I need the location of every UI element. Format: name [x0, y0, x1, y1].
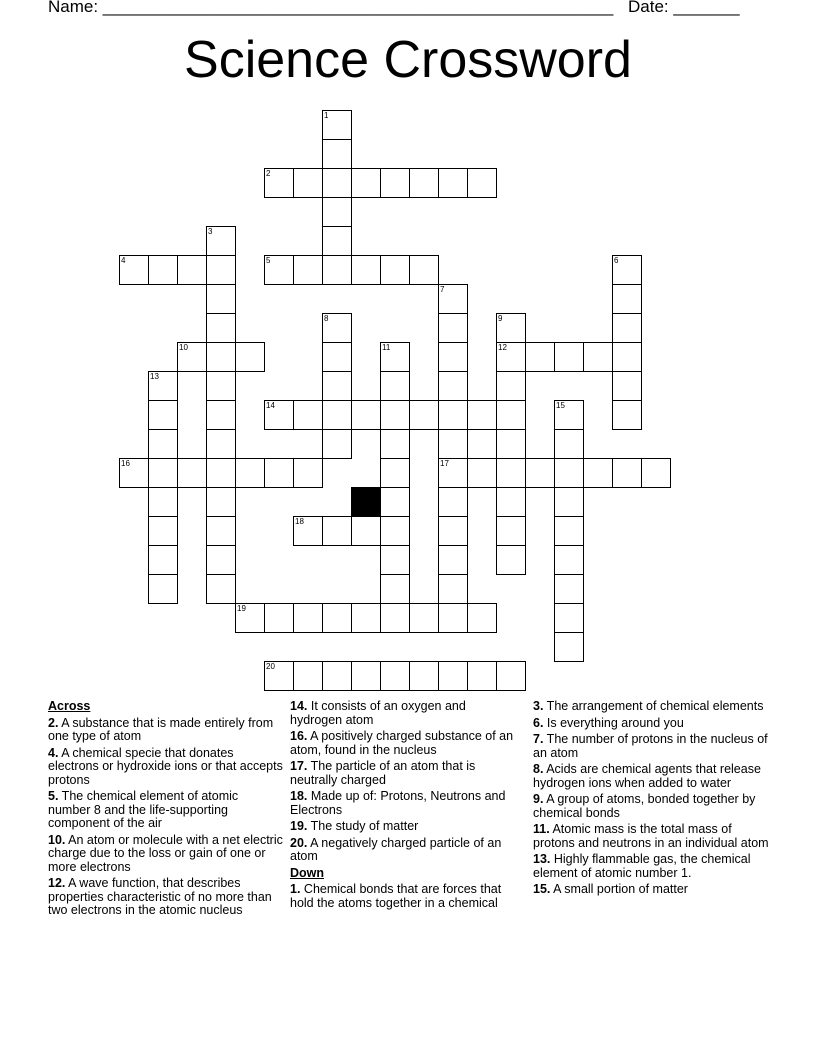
crossword-cell[interactable] — [525, 342, 555, 372]
crossword-cell[interactable] — [293, 603, 323, 633]
crossword-cell[interactable] — [554, 603, 584, 633]
crossword-cell[interactable] — [409, 603, 439, 633]
clue-number: 14 — [266, 401, 275, 410]
crossword-cell[interactable] — [322, 226, 352, 256]
clue-down-1: 1. Chemical bonds that are forces that hold the atoms together in a chemical — [290, 882, 502, 910]
crossword-cell[interactable] — [380, 487, 410, 517]
crossword-cell[interactable] — [148, 255, 178, 285]
crossword-cell[interactable] — [554, 487, 584, 517]
clue-number: 20 — [266, 662, 275, 671]
crossword-cell[interactable] — [438, 342, 468, 372]
crossword-cell[interactable] — [438, 313, 468, 343]
crossword-cell[interactable] — [641, 458, 671, 488]
clue-across-18: 18. Made up of: Protons, Neutrons and Electrons — [290, 789, 506, 817]
crossword-cell[interactable] — [351, 516, 381, 546]
clue-number: 9 — [498, 314, 503, 323]
clue-number: 12 — [498, 343, 507, 352]
crossword-cell[interactable] — [583, 458, 613, 488]
crossword-cell[interactable] — [409, 400, 439, 430]
clue-across-17: 17. The particle of an atom that is neutrally charged — [290, 759, 476, 787]
crossword-cell[interactable] — [322, 400, 352, 430]
crossword-cell[interactable] — [322, 168, 352, 198]
crossword-cell[interactable] — [409, 255, 439, 285]
crossword-cell[interactable] — [351, 255, 381, 285]
crossword-cell[interactable] — [380, 574, 410, 604]
clue-across-16: 16. A positively charged substance of an atom, found in the nucleus — [290, 729, 514, 757]
crossword-cell[interactable] — [438, 371, 468, 401]
crossword-cell[interactable] — [380, 603, 410, 633]
crossword-cell[interactable] — [438, 168, 468, 198]
crossword-cell[interactable] — [380, 458, 410, 488]
clue-number: 2 — [266, 169, 271, 178]
crossword-cell[interactable] — [496, 487, 526, 517]
crossword-cell[interactable] — [467, 603, 497, 633]
crossword-cell[interactable] — [380, 168, 410, 198]
crossword-cell[interactable] — [322, 661, 352, 691]
crossword-cell[interactable] — [293, 661, 323, 691]
date-field[interactable]: Date: _______ — [628, 0, 740, 16]
clue-number: 11 — [382, 343, 391, 352]
crossword-cell[interactable] — [177, 342, 207, 372]
crossword-cell[interactable] — [235, 342, 265, 372]
crossword-cell[interactable] — [206, 371, 236, 401]
clue-number: 15 — [556, 401, 565, 410]
crossword-cell[interactable] — [438, 516, 468, 546]
crossword-cell[interactable] — [148, 487, 178, 517]
crossword-cell[interactable] — [409, 661, 439, 691]
crossword-cell[interactable] — [264, 603, 294, 633]
crossword-cell[interactable] — [206, 313, 236, 343]
crossword-cell[interactable] — [293, 255, 323, 285]
crossword-cell[interactable] — [438, 487, 468, 517]
crossword-cell[interactable] — [612, 342, 642, 372]
crossword-cell[interactable] — [206, 574, 236, 604]
crossword-cell[interactable] — [119, 255, 149, 285]
clue-across-20: 20. A negatively charged particle of an atom — [290, 835, 502, 863]
crossword-cell[interactable] — [235, 458, 265, 488]
crossword-cell[interactable] — [322, 603, 352, 633]
clue-down-7: 7. The number of protons in the nucleus of an atom — [533, 732, 768, 760]
crossword-cell[interactable] — [496, 516, 526, 546]
clue-number: 1 — [324, 111, 329, 120]
crossword-cell[interactable] — [177, 255, 207, 285]
crossword-cell[interactable] — [380, 516, 410, 546]
crossword-cell[interactable] — [438, 284, 468, 314]
down-heading: Down — [290, 865, 325, 880]
crossword-cell[interactable] — [264, 400, 294, 430]
crossword-cell[interactable] — [525, 458, 555, 488]
clue-number: 18 — [295, 517, 304, 526]
crossword-cell[interactable] — [612, 255, 642, 285]
crossword-cell[interactable] — [177, 458, 207, 488]
crossword-cell[interactable] — [351, 661, 381, 691]
crossword-cell[interactable] — [293, 400, 323, 430]
crossword-cell[interactable] — [496, 545, 526, 575]
crossword-cell[interactable] — [206, 458, 236, 488]
crossword-cell[interactable] — [554, 342, 584, 372]
clues-column-2 — [290, 700, 518, 913]
crossword-cell[interactable] — [380, 661, 410, 691]
clue-across-19: 19. The study of matter — [290, 819, 419, 833]
clue-down-11: 11. Atomic mass is the total mass of protons and neutrons in an individual atom — [533, 822, 769, 850]
page-title: Science Crossword — [184, 31, 632, 89]
clues-column-1 — [48, 700, 283, 921]
crossword-cell[interactable] — [206, 342, 236, 372]
clue-across-5: 5. The chemical element of atomic number 8 and the life-supporting component of the air — [48, 789, 239, 830]
crossword-cell[interactable] — [438, 661, 468, 691]
crossword-cell[interactable] — [554, 429, 584, 459]
clues-column-3 — [533, 700, 773, 900]
crossword-cell[interactable] — [351, 400, 381, 430]
crossword-cell[interactable] — [206, 400, 236, 430]
crossword-cell[interactable] — [467, 661, 497, 691]
crossword-cell[interactable] — [322, 255, 352, 285]
crossword-cell[interactable] — [438, 545, 468, 575]
clue-down-13: 13. Highly flammable gas, the chemical element of atomic number 1. — [533, 852, 751, 880]
crossword-cell[interactable] — [380, 255, 410, 285]
crossword-cell[interactable] — [554, 632, 584, 662]
crossword-cell[interactable] — [293, 168, 323, 198]
crossword-cell[interactable] — [438, 400, 468, 430]
clue-down-9: 9. A group of atoms, bonded together by chemical bonds — [533, 792, 756, 820]
crossword-cell[interactable] — [380, 342, 410, 372]
clue-number: 16 — [121, 459, 130, 468]
crossword-cell[interactable] — [322, 110, 352, 140]
crossword-cell[interactable] — [206, 487, 236, 517]
crossword-cell[interactable] — [612, 313, 642, 343]
crossword-cell[interactable] — [148, 574, 178, 604]
clue-across-10: 10. An atom or molecule with a net electric charge due to the loss or gain of one or more electrons — [48, 832, 283, 874]
crossword-cell[interactable] — [612, 371, 642, 401]
crossword-cell[interactable] — [148, 400, 178, 430]
crossword-cell[interactable] — [496, 400, 526, 430]
crossword-cell[interactable] — [264, 661, 294, 691]
clue-across-2: 2. A substance that is made entirely from one type of atom — [48, 715, 274, 743]
crossword-cell[interactable] — [612, 400, 642, 430]
crossword-cell[interactable] — [380, 429, 410, 459]
crossword-cell[interactable] — [612, 458, 642, 488]
crossword-block — [351, 487, 381, 517]
crossword-cell[interactable] — [206, 429, 236, 459]
clue-number: 19 — [237, 604, 246, 613]
clue-number: 10 — [179, 343, 188, 352]
crossword-cell[interactable] — [322, 139, 352, 169]
crossword-cell[interactable] — [351, 168, 381, 198]
crossword-cell[interactable] — [554, 400, 584, 430]
clue-down-15: 15. A small portion of matter — [533, 882, 688, 896]
crossword-cell[interactable] — [264, 458, 294, 488]
crossword-cell[interactable] — [206, 284, 236, 314]
crossword-cell[interactable] — [322, 313, 352, 343]
crossword-cell[interactable] — [554, 545, 584, 575]
crossword-cell[interactable] — [322, 197, 352, 227]
crossword-cell[interactable] — [438, 458, 468, 488]
crossword-cell[interactable] — [554, 574, 584, 604]
crossword-cell[interactable] — [148, 516, 178, 546]
crossword-cell[interactable] — [496, 661, 526, 691]
crossword-cell[interactable] — [583, 342, 613, 372]
crossword-cell[interactable] — [119, 458, 149, 488]
crossword-cell[interactable] — [322, 371, 352, 401]
clue-number: 6 — [614, 256, 619, 265]
crossword-cell[interactable] — [264, 255, 294, 285]
crossword-cell[interactable] — [496, 313, 526, 343]
crossword-cell[interactable] — [612, 284, 642, 314]
crossword-cell[interactable] — [467, 400, 497, 430]
crossword-cell[interactable] — [148, 371, 178, 401]
clue-number: 17 — [440, 459, 449, 468]
clue-number: 3 — [208, 227, 213, 236]
clue-number: 7 — [440, 285, 445, 294]
across-heading: Across — [48, 699, 91, 713]
clue-number: 8 — [324, 314, 329, 323]
clue-number: 4 — [121, 256, 126, 265]
crossword-cell[interactable] — [322, 342, 352, 372]
clue-down-3: 3. The arrangement of chemical elements — [533, 699, 764, 713]
crossword-cell[interactable] — [322, 516, 352, 546]
clue-across-12: 12. A wave function, that describes properties characteristic of no more than two electrons in the atomic nucleus — [48, 876, 272, 917]
name-field[interactable]: Name: ______________________________________________________ — [48, 0, 614, 16]
crossword-cell[interactable] — [148, 458, 178, 488]
crossword-cell[interactable] — [206, 255, 236, 285]
crossword-cell[interactable] — [438, 574, 468, 604]
crossword-cell[interactable] — [380, 400, 410, 430]
clue-down-8: 8. Acids are chemical agents that release hydrogen ions when added to water — [533, 762, 761, 790]
crossword-cell[interactable] — [264, 168, 294, 198]
crossword-cell[interactable] — [293, 516, 323, 546]
crossword-cell[interactable] — [351, 603, 381, 633]
crossword-cell[interactable] — [322, 429, 352, 459]
crossword-cell[interactable] — [496, 371, 526, 401]
crossword-cell[interactable] — [438, 603, 468, 633]
crossword-cell[interactable] — [496, 429, 526, 459]
crossword-cell[interactable] — [496, 342, 526, 372]
crossword-cell[interactable] — [206, 545, 236, 575]
crossword-cell[interactable] — [409, 168, 439, 198]
crossword-cell[interactable] — [467, 458, 497, 488]
clue-across-4: 4. A chemical specie that donates electrons or hydroxide ions or that accepts protons — [48, 745, 283, 787]
crossword-cell[interactable] — [235, 603, 265, 633]
crossword-cell[interactable] — [467, 168, 497, 198]
crossword-cell[interactable] — [438, 429, 468, 459]
crossword-cell[interactable] — [554, 458, 584, 488]
clue-number: 5 — [266, 256, 271, 265]
crossword-cell[interactable] — [293, 458, 323, 488]
crossword-cell[interactable] — [380, 545, 410, 575]
crossword-cell[interactable] — [206, 226, 236, 256]
crossword-cell[interactable] — [148, 545, 178, 575]
crossword-cell[interactable] — [148, 429, 178, 459]
clue-number: 13 — [150, 372, 159, 381]
crossword-cell[interactable] — [380, 371, 410, 401]
crossword-cell[interactable] — [206, 516, 236, 546]
crossword-cell[interactable] — [554, 516, 584, 546]
clue-down-6: 6. Is everything around you — [533, 715, 684, 730]
clue-across-14: 14. It consists of an oxygen and hydrogen atom — [290, 699, 466, 727]
crossword-cell[interactable] — [496, 458, 526, 488]
